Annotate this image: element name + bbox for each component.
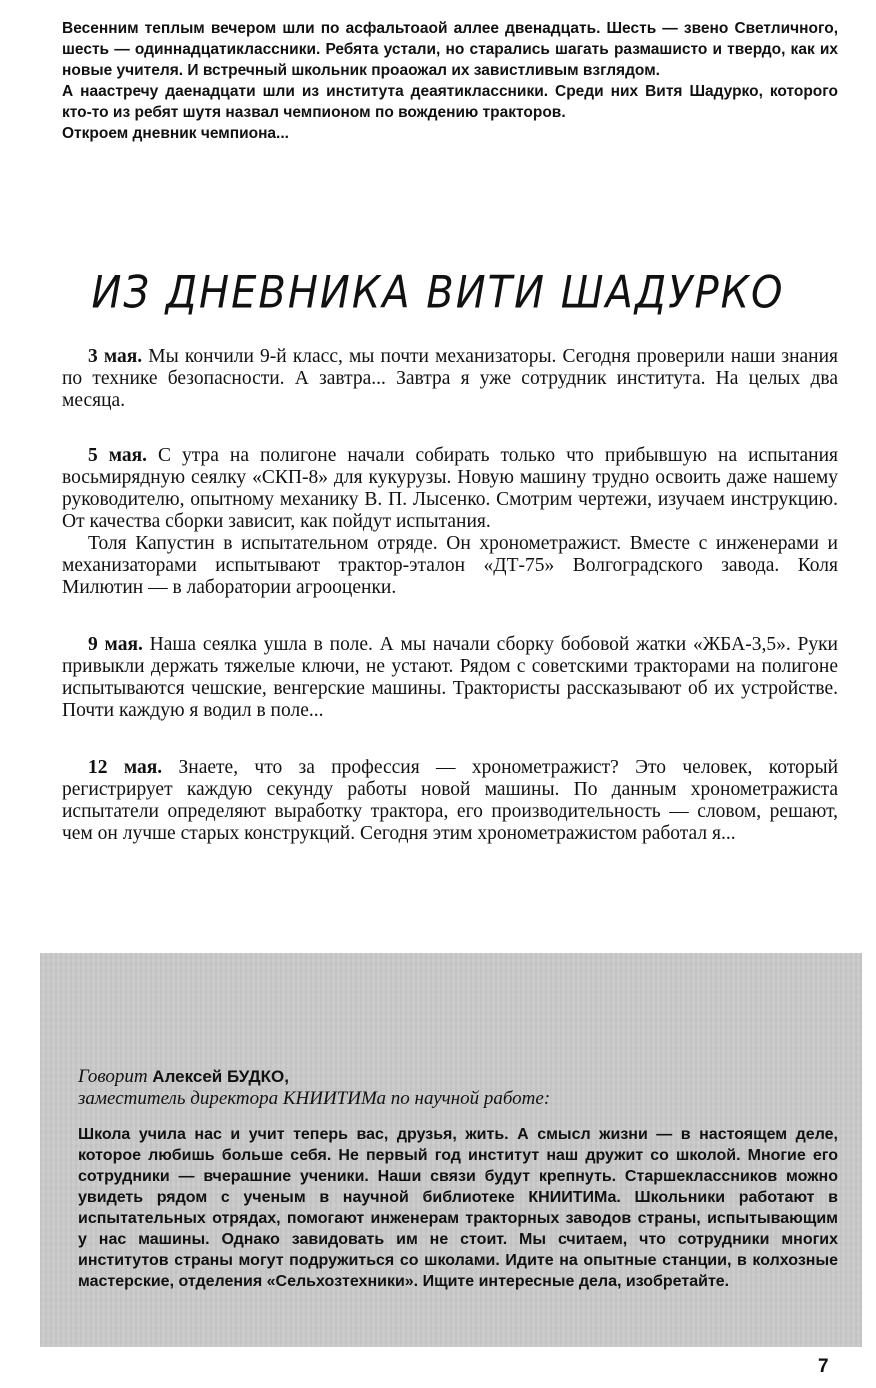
entry-text: Мы кончили 9-й класс, мы почти механизаторы. Сегодня проверили наши знания по технике безопасности. А завтра... Завтра я уже сотрудник института. На целых два месяца. — [62, 346, 838, 411]
entry-text: С утра на полигоне начали собирать только что прибывшую на испытания восьмирядную сеялку «СКП-8» для кукурузы. Новую машину трудно освоить даже нашему руководителю, опытному механику В. П. Лысенко. Смотрим чертежи, изучаем инструкцию. От качества сборки зависит, как пойдут испытания. — [62, 445, 838, 532]
article-title: ИЗ ДНЕВНИКА ВИТИ ШАДУРКО — [91, 267, 785, 319]
entry-date: 9 мая. — [88, 634, 143, 655]
page-number: 7 — [818, 1356, 829, 1377]
entry-date: 12 мая. — [88, 757, 163, 778]
speaker-attribution — [78, 1066, 838, 1110]
entry-text: Наша сеялка ушла в поле. А мы начали сборку бобовой жатки «ЖБА-3,5». Руки привыкли держать тяжелые ключи, не устают. Рядом с советскими тракторами на полигоне испытываются чешские, венгерские машины. Трактористы рассказывают об их устройстве. Почти каждую я водил в поле... — [62, 634, 838, 721]
intro-text — [62, 18, 838, 144]
entry-text: Знаете, что за профессия — хронометражист? Это человек, который регистрирует каждую секунду работы новой машины. По данным хронометражиста испытатели определяют выработку трактора, его производительность — словом, решают, чем он лучше старых конструкций. Сегодня этим хронометражистом работал я... — [62, 757, 839, 844]
entry-extra-paragraph: Толя Капустин в испытательном отряде. Он хронометражист. Вместе с инженерами и механизаторами испытывают трактор-эталон «ДТ-75» Волгоградского завода. Коля Милютин — в лаборатории агрооценки. — [62, 533, 838, 598]
entry-date: 3 мая. — [88, 346, 143, 367]
speaker-position: заместитель директора КНИИТИМа по научной работе: — [78, 1088, 551, 1109]
diary-entry-may-9 — [62, 634, 838, 722]
diary-entry-may-5 — [62, 445, 838, 599]
entry-date: 5 мая. — [88, 445, 148, 466]
intro-paragraph-3: Откроем дневник чемпиона... — [62, 125, 289, 142]
speaker-says: Говорит — [78, 1066, 148, 1087]
diary-entry-may-3 — [62, 346, 838, 412]
intro-paragraph-2: А наастречу даенадцати шли из института деаятиклассники. Среди них Витя Шадурко, которого кто-то из ребят шутя назвал чемпионом по вождению тракторов. — [62, 83, 838, 121]
quote-text: Школа учила нас и учит теперь вас, друзья, жить. А смысл жизни — в настоящем деле, которое любишь больше себя. Не первый год институт наш дружит со школой. Многие его сотрудники — вчерашние ученики. Наши связи будут крепнуть. Старшеклассников можно увидеть рядом с ученым в научной библиотеке КНИИТИМа. Школьники работают в испытательных отрядах, помогают инженерам тракторных заводов страны, испытывающим у нас машины. Однако завидовать им не стоит. Мы считаем, что сотрудники многих институтов страны могут подружиться со школами. Идите на опытные станции, в колхозные мастерские, отделения «Сельхозтехники». Ищите интересные дела, изобретайте. — [78, 1126, 838, 1290]
intro-paragraph-1: Весенним теплым вечером шли по асфальтоаой аллее двенадцать. Шесть — звено Светличного, шесть — одиннадцатиклассники. Ребята устали, но старались шагать размашисто и твердо, как их новые учителя. И встречный школьник проаожал их завистливым взглядом. — [62, 20, 838, 79]
diary-section — [62, 346, 838, 845]
speaker-name: Алексей БУДКО, — [152, 1067, 289, 1086]
speaker-quote — [78, 1124, 838, 1292]
diary-entry-may-12 — [62, 757, 838, 845]
